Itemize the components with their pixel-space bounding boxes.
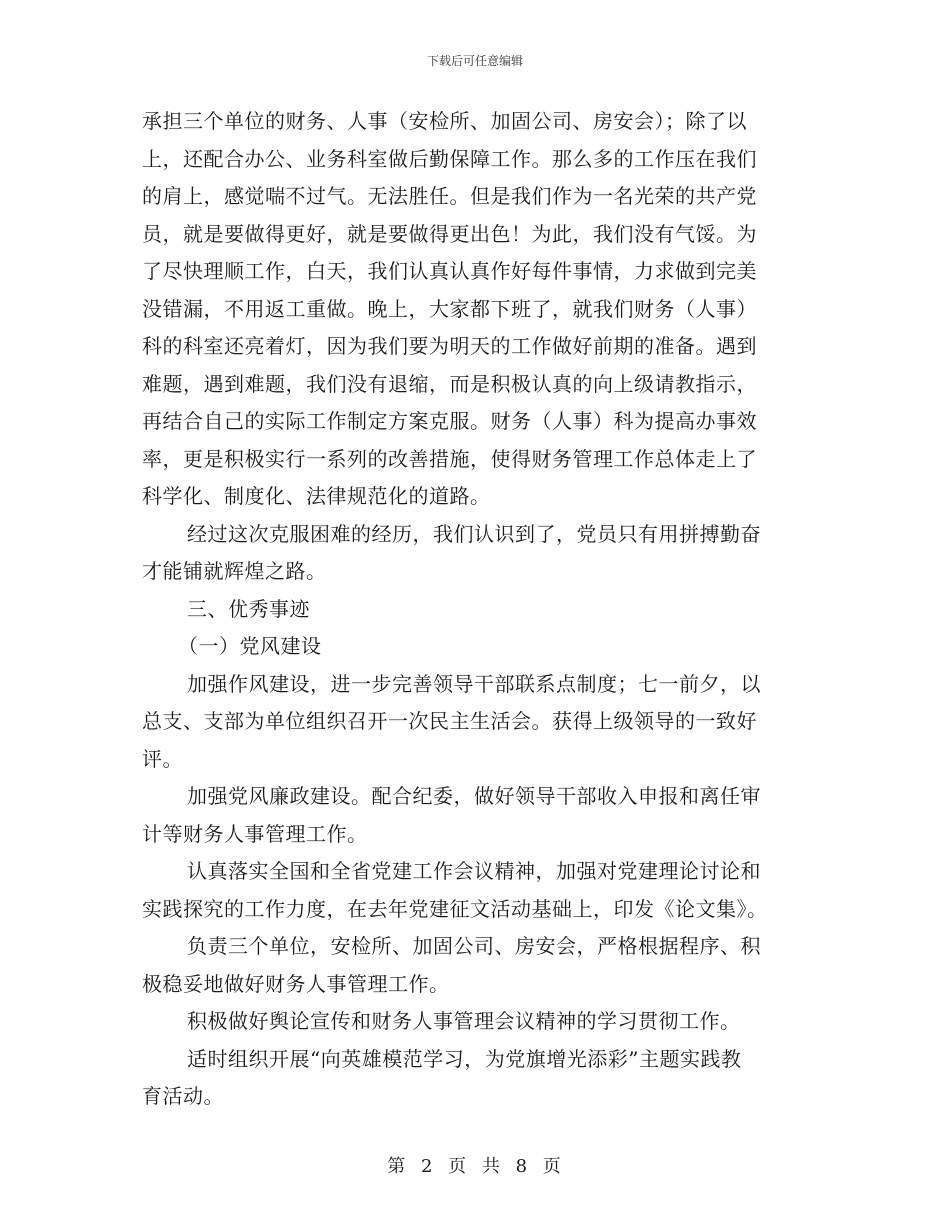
- text-line: 认真落实全国和全省党建工作会议精神，加强对党建理论讨论和: [187, 859, 761, 883]
- text-line: 加强作风建设，进一步完善领导干部联系点制度；七一前夕，以: [187, 671, 761, 696]
- text-line: 适时组织开展“向英雄模范学习，为党旗增光添彩”主题实践教: [187, 1046, 742, 1071]
- paragraph: [142, 666, 812, 779]
- text-line: 承担三个单位的财务、人事（安检所、加固公司、房安会）；除了以: [142, 109, 747, 133]
- paragraph: [142, 928, 812, 1003]
- text-line: 经过这次克服困难的经历，我们认识到了，党员只有用拼搏勤奋: [187, 521, 761, 546]
- page-header: 下载后可任意编辑: [426, 54, 523, 68]
- paragraph: [142, 516, 812, 591]
- text-line: 才能铺就辉煌之路。: [142, 559, 327, 583]
- paragraph: [142, 853, 812, 928]
- text-line: 总支、支部为单位组织召开一次民主生活会。获得上级领导的一致好: [142, 709, 757, 733]
- text-line: 积极做好舆论宣传和财务人事管理会议精神的学习贯彻工作。: [187, 1009, 741, 1033]
- paragraph: [142, 778, 812, 853]
- text-line: 员，就是要做得更好，就是要做得更出色！为此，我们没有气馁。为: [142, 221, 757, 246]
- page-footer: 第 2 页 共 8 页: [387, 1156, 563, 1177]
- paragraph: [142, 1041, 812, 1116]
- text-line: 加强党风廉政建设。配合纪委，做好领导干部收入申报和离任审: [187, 784, 761, 808]
- paragraph: [142, 628, 812, 666]
- text-line: 评。: [142, 746, 183, 771]
- text-line: 率，更是积极实行一系列的改善措施，使得财务管理工作总体走上了: [142, 446, 757, 471]
- text-line: 科学化、制度化、法律规范化的道路。: [142, 484, 491, 508]
- text-line: 负责三个单位，安检所、加固公司、房安会，严格根据程序、积: [187, 934, 761, 958]
- text-line: 极稳妥地做好财务人事管理工作。: [142, 971, 450, 996]
- text-line: 育活动。: [142, 1084, 224, 1108]
- text-line: 没错漏，不用返工重做。晚上，大家都下班了，就我们财务（人事）: [142, 296, 757, 321]
- document-body: [142, 103, 812, 1116]
- text-line: 上，还配合办公、业务科室做后勤保障工作。那么多的工作压在我们: [142, 146, 757, 171]
- text-line: （一）党风建设: [178, 634, 322, 658]
- paragraph: [142, 591, 812, 629]
- text-line: 计等财务人事管理工作。: [142, 821, 368, 846]
- text-line: 再结合自己的实际工作制定方案克服。财务（人事）科为提高办事效: [142, 409, 757, 433]
- text-line: 难题，遇到难题，我们没有退缩，而是积极认真的向上级请教指示，: [142, 371, 757, 396]
- text-line: 了尽快理顺工作，白天，我们认真认真作好每件事情，力求做到完美: [142, 259, 757, 283]
- text-line: 科的科室还亮着灯，因为我们要为明天的工作做好前期的准备。遇到: [142, 334, 757, 358]
- paragraph: [142, 1003, 812, 1041]
- text-line: 三、优秀事迹: [187, 596, 310, 621]
- text-line: 实践探究的工作力度，在去年党建征文活动基础上，印发《论文集》。: [142, 896, 768, 921]
- paragraph: [142, 103, 812, 516]
- text-line: 的肩上，感觉喘不过气。无法胜任。但是我们作为一名光荣的共产党: [142, 184, 757, 208]
